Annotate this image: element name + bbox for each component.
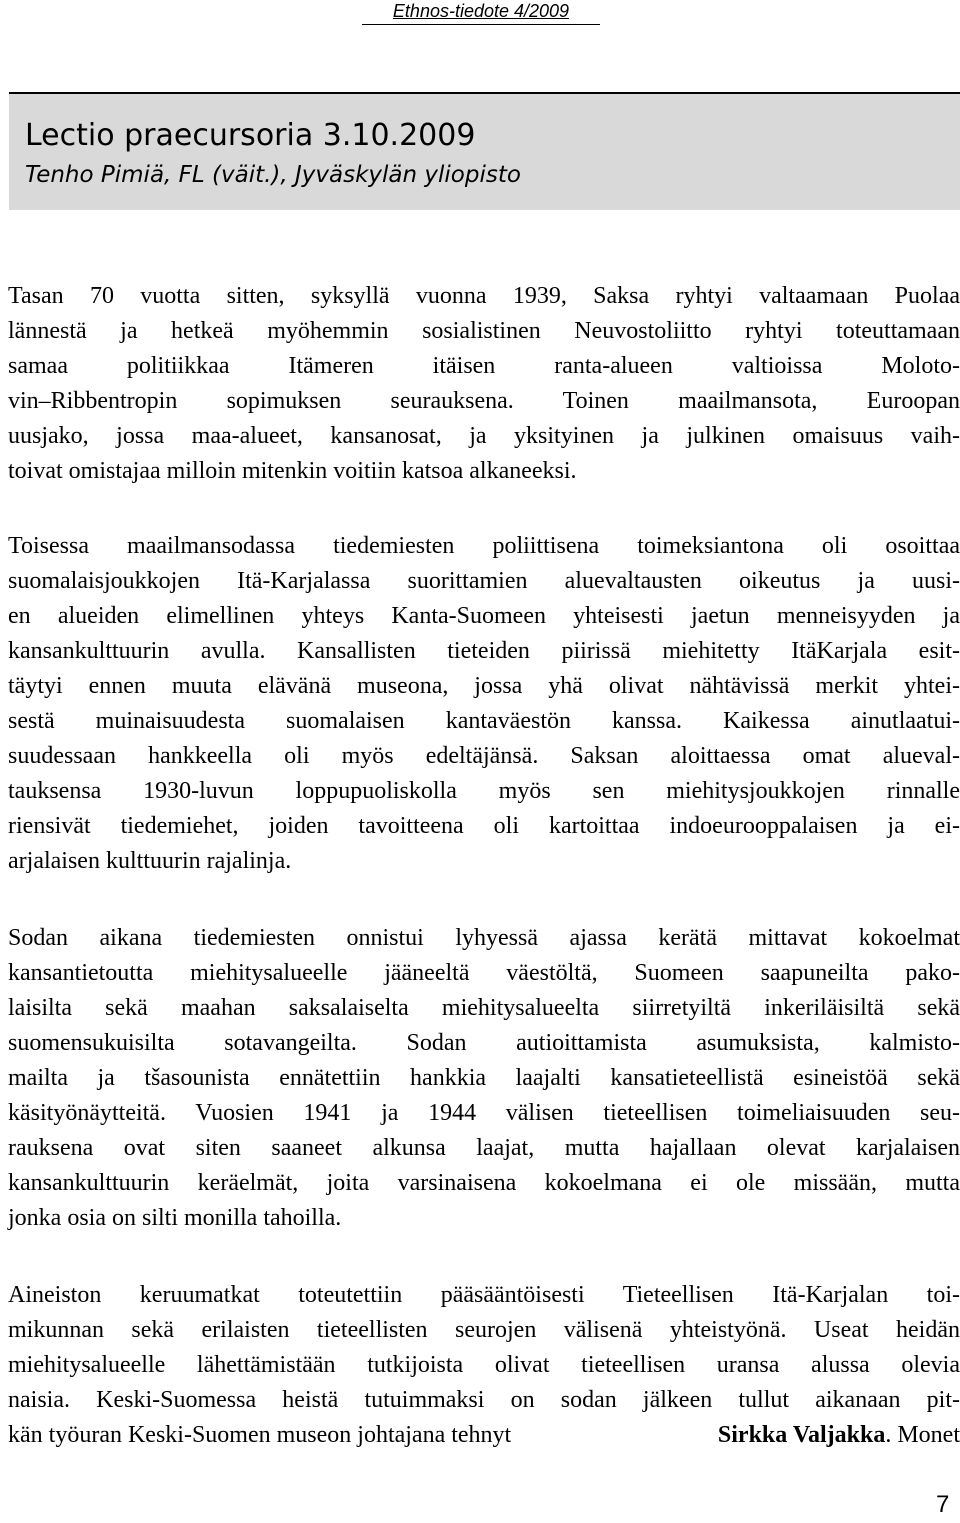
text-line: suomensukuisilta sotavangeilta. Sodan autioittamista asumuksista, kalmisto- <box>8 1030 960 1056</box>
text-line: Toisessa maailmansodassa tiedemiesten poliittisena toimeksiantona oli osoittaa <box>8 533 960 559</box>
text-line: uusjako, jossa maa-alueet, kansanosat, ja yksityinen ja julkinen omaisuus vaih- <box>8 423 960 449</box>
text-line: täytyi ennen muuta elävänä museona, jossa yhä olivat nähtävissä merkit yhtei- <box>8 673 960 699</box>
text-line: toivat omistajaa milloin mitenkin voitiin katsoa alkaneeksi. <box>8 458 577 484</box>
lecture-subtitle: Tenho Pimiä, FL (väit.), Jyväskylän yliopisto <box>25 162 521 188</box>
text-line: en alueiden elimellinen yhteys Kanta-Suomeen yhteisesti jaetun menneisyyden ja <box>8 603 960 629</box>
page-number: 7 <box>936 1491 950 1518</box>
text-line: kansankulttuurin avulla. Kansallisten tieteiden piirissä miehitetty ItäKarjala esit- <box>8 638 960 664</box>
text-line: riensivät tiedemiehet, joiden tavoitteena oli kartoittaa indoeurooppalaisen ja ei- <box>8 813 960 839</box>
text-line: suomalaisjoukkojen Itä-Karjalassa suorittamien aluevaltausten oikeutus ja uusi- <box>8 568 960 594</box>
text-line: sestä muinaisuudesta suomalaisen kantaväestön kanssa. Kaikessa ainutlaatui- <box>8 708 960 734</box>
text-line: arjalaisen kulttuurin rajalinja. <box>8 848 292 874</box>
text-line: miehitysalueelle lähettämistään tutkijoista olivat tieteellisen uransa alussa olevia <box>8 1352 960 1378</box>
text-line: käsityönäytteitä. Vuosien 1941 ja 1944 välisen tieteellisen toimeliaisuuden seu- <box>8 1100 960 1126</box>
title-box <box>9 92 960 210</box>
text-line: suudessaan hankkeella oli myös edeltäjänsä. Saksan aloittaessa omat alueval- <box>8 743 960 769</box>
text-line: rauksena ovat siten saaneet alkunsa laajat, mutta hajallaan olevat karjalaisen <box>8 1135 960 1161</box>
text-line: naisia. Keski-Suomessa heistä tutuimmaksi on sodan jälkeen tullut aikanaan pit- <box>8 1387 960 1413</box>
text-line: kansantietoutta miehitysalueelle jääneeltä väestöltä, Suomeen saapuneilta pako- <box>8 960 960 986</box>
text-line: samaa politiikkaa Itämeren itäisen ranta-alueen valtioissa Moloto- <box>8 353 960 379</box>
text-line: Aineiston keruumatkat toteutettiin pääsääntöisesti Tieteellisen Itä-Karjalan toi- <box>8 1282 960 1308</box>
text-line: Sodan aikana tiedemiesten onnistui lyhyessä ajassa kerätä mittavat kokoelmat <box>8 925 960 951</box>
text-line: Tasan 70 vuotta sitten, syksyllä vuonna 1939, Saksa ryhtyi valtaamaan Puolaa <box>8 283 960 309</box>
text-line: jonka osia on silti monilla tahoilla. <box>8 1205 342 1231</box>
text-line: mailta ja tšasounista ennätettiin hankkia laajalti kansatieteellistä esineistöä sekä <box>8 1065 960 1091</box>
text-line: laisilta sekä maahan saksalaiselta miehitysalueelta siirretyiltä inkeriläisiltä sekä <box>8 995 960 1021</box>
text-line-start: kän työuran Keski-Suomen museon johtajana tehnyt <box>8 1422 512 1448</box>
text-line: lännestä ja hetkeä myöhemmin sosialistinen Neuvostoliitto ryhtyi toteuttamaan <box>8 318 960 344</box>
text-line: mikunnan sekä erilaisten tieteellisten seurojen välisenä yhteistyönä. Useat heidän <box>8 1317 960 1343</box>
text-line: kansankulttuurin keräelmät, joita varsinaisena kokoelmana ei ole missään, mutta <box>8 1170 960 1196</box>
text-line: vin–Ribbentropin sopimuksen seurauksena. Toinen maailmansota, Euroopan <box>8 388 960 414</box>
person-name: Sirkka Valjakka <box>717 1422 886 1448</box>
text-line-tail: . Monet <box>885 1422 960 1448</box>
running-header: Ethnos-tiedote 4/2009 <box>362 0 600 25</box>
text-line: tauksensa 1930-luvun loppupuoliskolla myös sen miehitysjoukkojen rinnalle <box>8 778 960 804</box>
text-line <box>8 1420 960 1450</box>
lecture-title: Lectio praecursoria 3.10.2009 <box>25 118 476 153</box>
text-line-end <box>718 1420 960 1450</box>
